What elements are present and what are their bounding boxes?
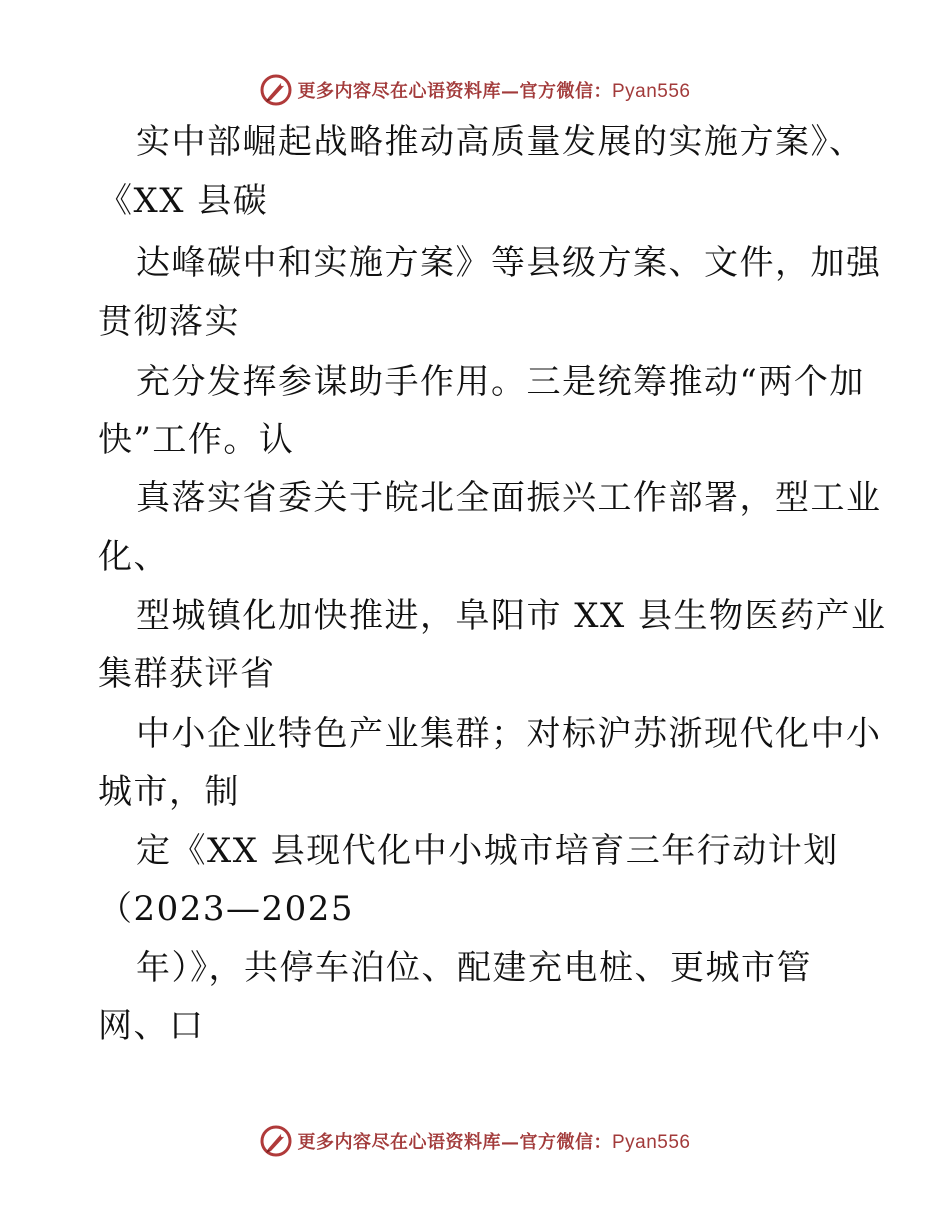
watermark-label: 更多内容尽在心语资料库—官方微信： [297,81,612,102]
body-line: 年）》，共停车泊位、配建充电桩、更城市管 [136,948,812,988]
body-line: 充分发挥参谋助手作用。三是统筹推动“两个加 [136,362,865,402]
pen-logo-icon [259,1124,293,1158]
body-line: （2023—2025 [98,889,355,929]
body-line: 网、口 [98,1006,205,1046]
body-line: 集群获评省 [98,654,276,694]
body-line: 《XX 县碳 [98,181,269,221]
pen-logo-icon [259,73,293,107]
body-line: 实中部崛起战略推动高质量发展的实施方案》、 [136,122,865,162]
watermark-wechat-id: Pyan556 [611,1132,691,1153]
watermark-text [297,1128,690,1154]
watermark-label: 更多内容尽在心语资料库—官方微信： [297,1132,612,1153]
body-line: 达峰碳中和实施方案》等县级方案、文件，加强 [136,243,882,283]
body-line: 城市，制 [98,772,240,812]
body-line: 定《XX 县现代化中小城市培育三年行动计划 [136,831,839,871]
body-line: 型城镇化加快推进，阜阳市 XX 县生物医药产业 [136,596,887,636]
watermark-text [297,77,690,103]
watermark-footer [0,1121,950,1161]
watermark-header [0,70,950,110]
body-line: 化、 [98,537,169,577]
body-line: 真落实省委关于皖北全面振兴工作部署，型工业 [136,478,882,518]
body-line: 快”工作。认 [98,420,295,460]
body-line: 贯彻落实 [98,302,240,342]
body-line: 中小企业特色产业集群；对标沪苏浙现代化中小 [136,714,882,754]
watermark-wechat-id: Pyan556 [611,81,691,102]
